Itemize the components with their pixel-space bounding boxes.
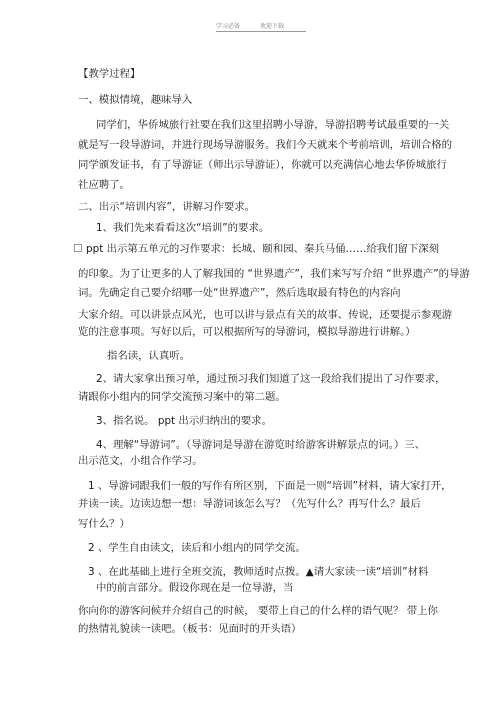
paragraph-line: 览的注意事项。写好以后，可以根据所写的导游词，模拟导游进行讲解。）	[78, 326, 416, 338]
paragraph-line: 3、指名说。 ppt 出示归纳出的要求。	[96, 415, 272, 427]
paragraph-line: 写什么？）	[78, 518, 130, 530]
paragraph-line: 请跟你小组内的同学交流预习案中的第二题。	[78, 391, 286, 403]
section-heading: 【教学过程】	[78, 68, 141, 80]
paragraph-line: 社应聘了。	[78, 179, 130, 191]
page-header	[216, 19, 306, 33]
paragraph-line: 2 、学生自由读文，读后和小组内的同学交流。	[88, 542, 306, 554]
paragraph-line	[74, 242, 439, 256]
header-rule	[216, 31, 306, 32]
paragraph-line: 1 、导游词跟我们一般的写作有所区别，下面是一则“培训”材料，请大家打开，	[88, 480, 452, 492]
paragraph-line: 中的前言部分。假设你现在是一位导游，当	[96, 582, 294, 594]
paragraph-line: 1、我们先来看看这次“培训”的要求。	[96, 222, 270, 234]
paragraph-line: 的热情礼貌读一读吧。（板书：见面时的开头语）	[78, 623, 302, 635]
paragraph-line: 词。先确定自己要介绍哪一处“世界遗产”，然后选取最有特色的内容向	[78, 287, 401, 299]
paragraph-line: 你向你的游客问候并介绍自己的时候， 要带上自己的什么样的语气呢？ 带上你	[78, 605, 438, 617]
section-title: 二、出示“培训内容”，讲解习作要求。	[78, 201, 256, 213]
section-title: 一、模拟情境，趣味导入	[78, 94, 193, 106]
paragraph-line: 同学颁发证书，有了导游证（师出示导游证），你就可以充满信心地去华侨城旅行	[78, 159, 447, 171]
checkbox-icon	[74, 244, 82, 252]
paragraph-line: 的印象。为了让更多的人了解我国的 “世界遗产”，我们来写写介绍 “世界遗产”的导游	[78, 268, 470, 280]
paragraph-line: 大家介绍。可以讲景点风光，也可以讲与景点有关的故事、传说，还要提示参观游	[78, 309, 453, 321]
paragraph-line: 就是写一段导游词，并进行现场导游服务。我们今天就来个考前培训，培训合格的	[78, 139, 453, 151]
paragraph-line: 3 、在此基础上进行全班交流，教师适时点拨。▲请大家读一读“培训”材料	[88, 566, 429, 578]
paragraph-line: 指名读，认真听。	[107, 350, 191, 362]
paragraph-line: 4、理解“导游词”。（导游词是导游在游览时给游客讲解景点的词。）三、	[96, 439, 426, 451]
paragraph-line: 同学们，华侨城旅行社要在我们这里招聘小导游，导游招聘考试最重要的一关	[96, 119, 450, 131]
paragraph-line: 2、请大家拿出预习单，通过预习我们知道了这一段给我们提出了习作要求，	[96, 373, 446, 385]
header-right: 欢迎下载	[260, 23, 285, 30]
paragraph-line: 并读一读。边读边想一想：导游词该怎么写？（先写什么？再写什么？最后	[78, 498, 421, 510]
paragraph-text: ppt 出示第五单元的习作要求：长城、颐和园、秦兵马俑……给我们留下深刻	[86, 243, 440, 255]
header-left: 学习必备	[216, 23, 241, 30]
paragraph-line: 出示范文，小组合作学习。	[78, 455, 203, 467]
